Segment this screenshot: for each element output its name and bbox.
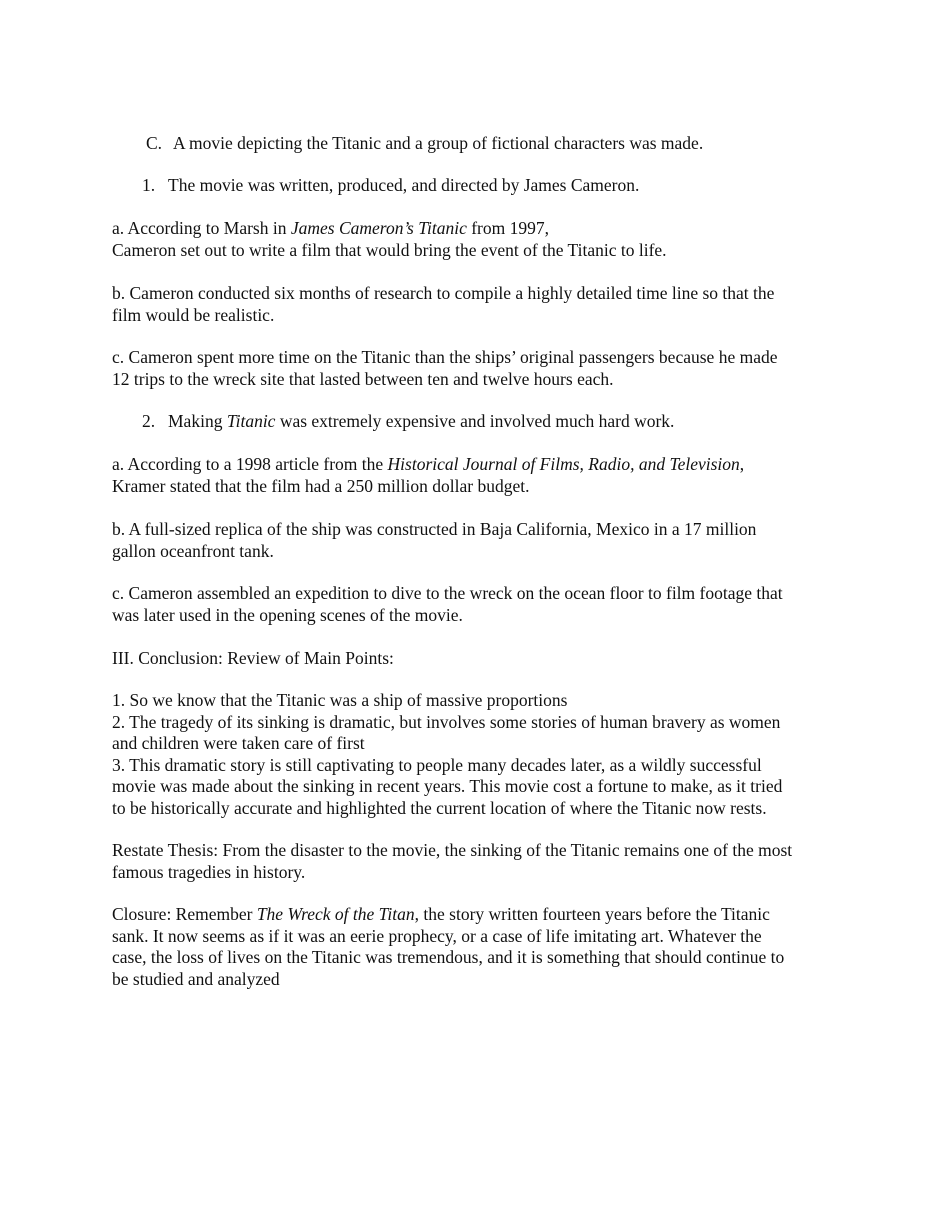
numbered-marker-1: 1. xyxy=(142,175,156,195)
review-item-2-line-2: and children were taken care of first xyxy=(112,733,365,753)
closure-line-4: be studied and analyzed xyxy=(112,968,280,989)
text-run: , xyxy=(739,454,745,474)
restate-thesis-line-1: Restate Thesis: From the disaster to the movie, the sinking of the Titanic remains one of the most xyxy=(112,840,793,860)
text-run: was extremely expensive and involved much hard work. xyxy=(275,411,675,431)
review-item-2-line-1: 2. The tragedy of its sinking is dramatic, but involves some stories of human bravery as women xyxy=(112,711,781,732)
review-item-3-line-2: movie was made about the sinking in recent years. This movie cost a fortune to make, as it tried xyxy=(112,776,783,796)
paragraph-2a-line-1 xyxy=(112,454,852,476)
numbered-point-2 xyxy=(142,411,674,433)
review-item-3-line-1: 3. This dramatic story is still captivating to people many decades later, as a wildly successful xyxy=(112,754,762,775)
text-run: from 1997, xyxy=(466,218,549,238)
paragraph-1c-line-1: c. Cameron spent more time on the Titanic than the ships’ original passengers because he made xyxy=(112,347,778,367)
text-run: a. According to a 1998 article from the xyxy=(112,454,388,474)
paragraph-1b xyxy=(112,283,852,326)
text-run: , the story written fourteen years before the Titanic xyxy=(414,904,770,924)
book-title: James Cameron’s Titanic xyxy=(290,218,467,238)
outline-marker-c: C. xyxy=(146,133,163,153)
text-run: Closure: Remember xyxy=(112,904,257,924)
paragraph-1c xyxy=(112,347,852,390)
text-run: Making xyxy=(168,411,227,431)
outline-text-c: A movie depicting the Titanic and a group of fictional characters was made. xyxy=(173,133,704,153)
numbered-marker-2: 2. xyxy=(142,411,156,431)
paragraph-2a xyxy=(112,454,852,497)
conclusion-heading: III. Conclusion: Review of Main Points: xyxy=(112,648,394,668)
paragraph-2b-line-1: b. A full-sized replica of the ship was constructed in Baja California, Mexico in a 17 million xyxy=(112,519,757,539)
review-list xyxy=(112,690,852,819)
text-run: a. According to Marsh in xyxy=(112,218,291,238)
paragraph-1c-line-2: 12 trips to the wreck site that lasted between ten and twelve hours each. xyxy=(112,368,614,389)
paragraph-1b-line-1: b. Cameron conducted six months of research to compile a highly detailed time line so that the xyxy=(112,283,775,303)
numbered-text-1: The movie was written, produced, and directed by James Cameron. xyxy=(168,175,640,195)
paragraph-2c-line-2: was later used in the opening scenes of the movie. xyxy=(112,604,463,625)
paragraph-2b-line-2: gallon oceanfront tank. xyxy=(112,540,274,561)
journal-title: Historical Journal of Films, Radio, and Television xyxy=(387,454,740,474)
paragraph-1a-line-2: Cameron set out to write a film that would bring the event of the Titanic to life. xyxy=(112,239,667,260)
review-item-3-line-3: to be historically accurate and highlighted the current location of where the Titanic now rests. xyxy=(112,797,767,818)
paragraph-2b xyxy=(112,519,852,562)
film-title: Titanic xyxy=(226,411,276,431)
restate-thesis xyxy=(112,840,852,883)
paragraph-2c-line-1: c. Cameron assembled an expedition to dive to the wreck on the ocean floor to film footage that xyxy=(112,583,783,603)
review-item-1: 1. So we know that the Titanic was a ship of massive proportions xyxy=(112,690,568,710)
paragraph-2c xyxy=(112,583,852,626)
restate-thesis-line-2: famous tragedies in history. xyxy=(112,861,306,882)
paragraph-1a xyxy=(112,218,852,261)
outline-item-c xyxy=(146,133,703,155)
closure xyxy=(112,904,852,990)
paragraph-1a-line-1 xyxy=(112,218,852,240)
story-title: The Wreck of the Titan xyxy=(256,904,415,924)
closure-line-3: case, the loss of lives on the Titanic was tremendous, and it is something that should continue to xyxy=(112,947,785,967)
numbered-point-1 xyxy=(142,175,639,197)
paragraph-1b-line-2: film would be realistic. xyxy=(112,304,275,325)
closure-line-2: sank. It now seems as if it was an eerie prophecy, or a case of life imitating art. Whatever the xyxy=(112,925,762,946)
closure-line-1 xyxy=(112,904,852,926)
paragraph-2a-line-2: Kramer stated that the film had a 250 million dollar budget. xyxy=(112,475,530,496)
